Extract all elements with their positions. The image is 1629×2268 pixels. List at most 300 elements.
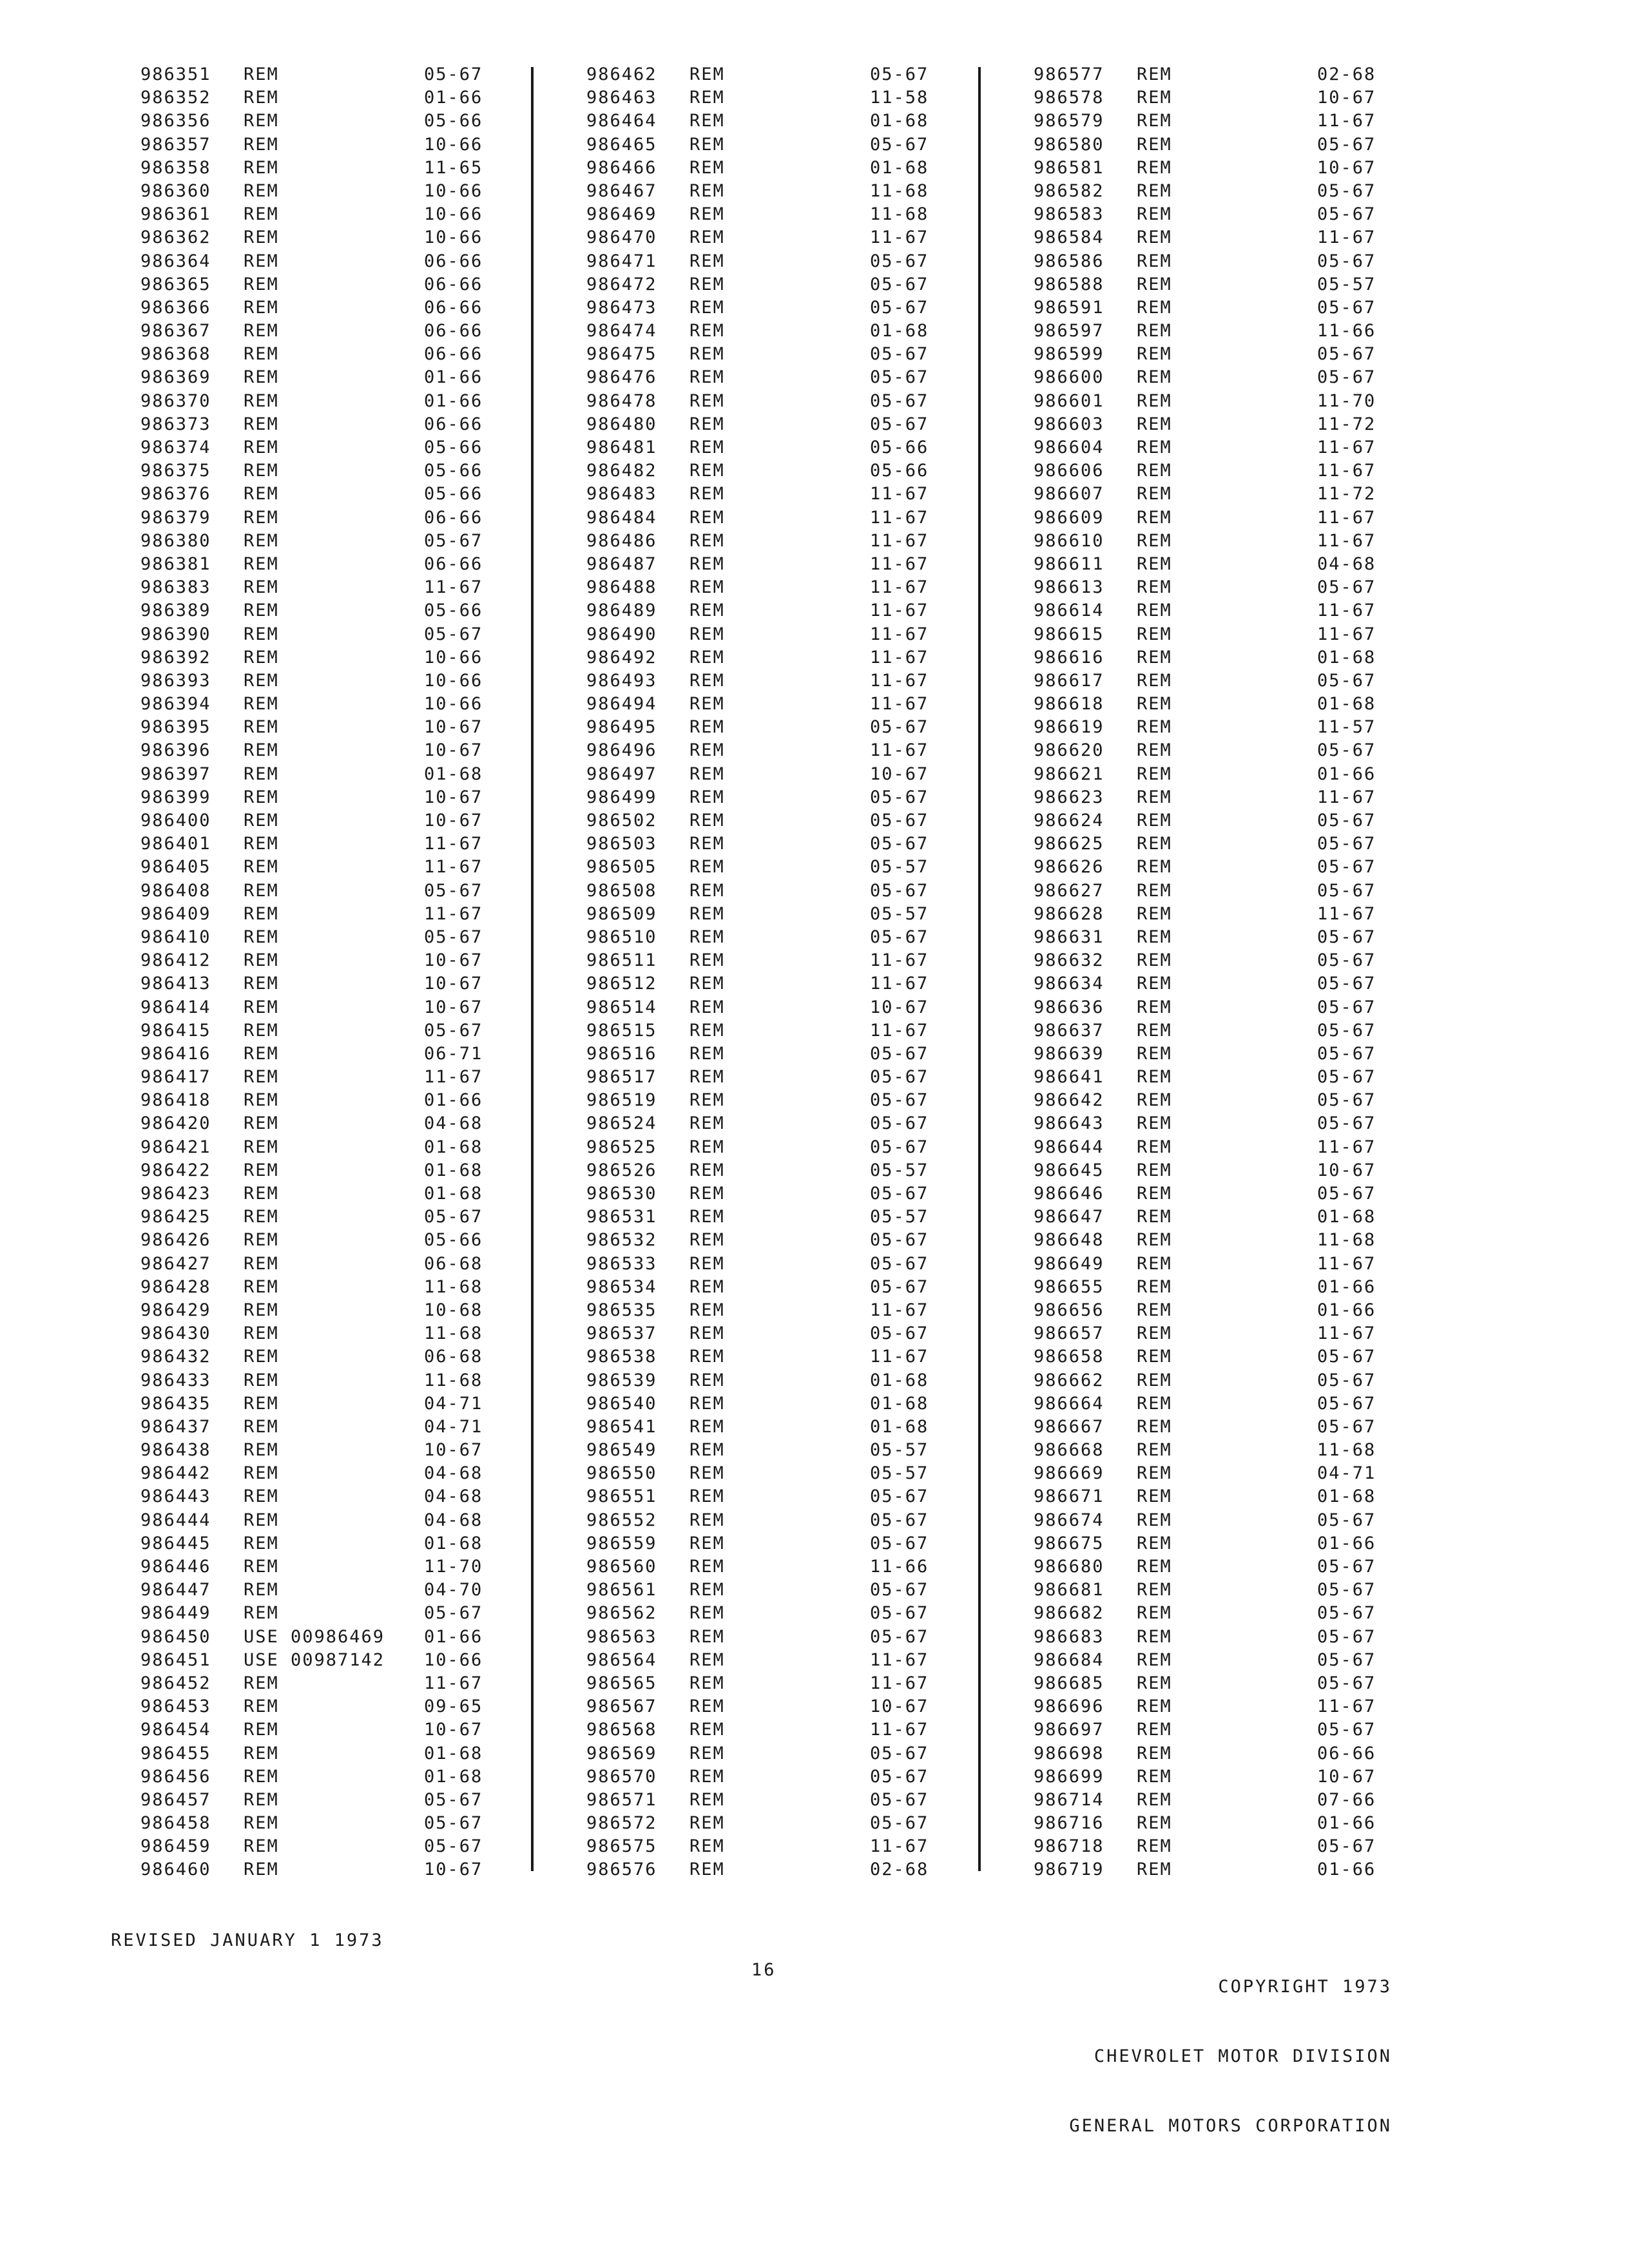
revision-date: 11-68 [1317, 1440, 1376, 1461]
table-row [586, 1718, 986, 1742]
status-code: REM [244, 1860, 279, 1880]
table-row [1034, 1765, 1433, 1789]
table-row [140, 903, 540, 926]
part-number: 986450 [140, 1626, 211, 1647]
part-number: 986381 [140, 553, 211, 574]
status-code: REM [689, 1416, 725, 1437]
part-number: 986524 [586, 1113, 657, 1134]
revision-date: 06-66 [424, 344, 483, 365]
table-row [140, 436, 540, 459]
revision-date: 11-67 [870, 1673, 929, 1693]
table-row [586, 599, 986, 622]
status-code: REM [689, 134, 725, 155]
status-code: REM [244, 670, 279, 691]
part-number: 986578 [1034, 88, 1104, 108]
table-row [586, 1462, 986, 1485]
revision-date: 11-65 [424, 157, 483, 178]
table-row [140, 1718, 540, 1742]
table-row [586, 1322, 986, 1345]
revision-date: 05-67 [1317, 740, 1376, 761]
part-number: 986579 [1034, 111, 1104, 131]
part-number: 986714 [1034, 1789, 1104, 1810]
revision-date: 11-57 [1317, 717, 1376, 738]
status-code: REM [689, 204, 725, 225]
part-number: 986395 [140, 717, 211, 738]
status-code: REM [689, 974, 725, 994]
part-number: 986515 [586, 1020, 657, 1041]
part-number: 986675 [1034, 1533, 1104, 1553]
part-number: 986571 [586, 1789, 657, 1810]
table-row [140, 1626, 540, 1649]
table-row [1034, 1718, 1433, 1742]
status-code: REM [1137, 1766, 1172, 1787]
revision-date: 11-68 [870, 180, 929, 201]
table-row [1034, 1789, 1433, 1812]
status-code: REM [1137, 624, 1172, 644]
revision-date: 11-67 [1317, 461, 1376, 481]
part-number: 986352 [140, 88, 211, 108]
status-code: REM [1137, 1370, 1172, 1390]
table-row [1034, 693, 1433, 716]
table-row [140, 390, 540, 413]
status-code: REM [244, 507, 279, 528]
table-row [1034, 366, 1433, 389]
part-number: 986664 [1034, 1393, 1104, 1414]
part-number: 986584 [1034, 227, 1104, 248]
table-row [1034, 1835, 1433, 1858]
revision-date: 11-67 [424, 903, 483, 924]
part-number: 986458 [140, 1813, 211, 1834]
revision-date: 11-67 [870, 484, 929, 505]
part-number: 986390 [140, 624, 211, 644]
revision-date: 11-67 [870, 227, 929, 248]
part-number: 986484 [586, 507, 657, 528]
revision-date: 05-67 [870, 787, 929, 807]
status-code: REM [689, 1720, 725, 1740]
part-number: 986356 [140, 111, 211, 131]
status-code: REM [689, 1253, 725, 1274]
part-number: 986465 [586, 134, 657, 155]
part-number: 986567 [586, 1696, 657, 1717]
part-number: 986383 [140, 577, 211, 598]
status-code: REM [244, 1113, 279, 1134]
status-code: REM [689, 834, 725, 854]
status-code: REM [689, 1510, 725, 1530]
table-row [1034, 972, 1433, 995]
status-code: REM [1137, 1043, 1172, 1064]
part-number: 986425 [140, 1207, 211, 1227]
status-code: REM [1137, 1347, 1172, 1367]
table-row [586, 576, 986, 599]
status-code: REM [689, 437, 725, 457]
table-row [586, 1602, 986, 1625]
revision-date: 05-67 [870, 717, 929, 738]
revision-date: 04-68 [424, 1510, 483, 1530]
revision-date: 05-67 [424, 880, 483, 901]
part-number: 986618 [1034, 694, 1104, 715]
status-code: REM [689, 997, 725, 1017]
revision-date: 05-67 [1317, 670, 1376, 691]
revision-date: 06-66 [424, 553, 483, 574]
status-code: REM [1137, 1276, 1172, 1297]
revision-date: 01-68 [870, 111, 929, 131]
copyright-line: CHEVROLET MOTOR DIVISION [1094, 2046, 1392, 2066]
table-row [586, 926, 986, 949]
status-code: REM [689, 950, 725, 971]
revision-date: 10-67 [1317, 157, 1376, 178]
revision-date: 05-67 [870, 1510, 929, 1530]
part-number: 986471 [586, 251, 657, 271]
revision-date: 05-67 [870, 1789, 929, 1810]
part-number: 986496 [586, 740, 657, 761]
status-code: REM [1137, 927, 1172, 947]
part-number: 986392 [140, 647, 211, 668]
table-row [140, 809, 540, 832]
status-code: REM [1137, 180, 1172, 201]
table-row [1034, 669, 1433, 693]
status-code: REM [1137, 1300, 1172, 1320]
revision-date: 01-68 [1317, 694, 1376, 715]
revision-date: 05-67 [1317, 1673, 1376, 1693]
part-number: 986410 [140, 927, 211, 947]
status-code: REM [1137, 1253, 1172, 1274]
table-row [586, 1485, 986, 1508]
table-row [1034, 1159, 1433, 1182]
table-row [140, 180, 540, 203]
status-code: REM [1137, 1323, 1172, 1344]
revision-date: 11-67 [424, 577, 483, 598]
revision-date: 10-67 [1317, 88, 1376, 108]
table-row [140, 669, 540, 693]
parts-column-1 [140, 63, 540, 1882]
table-row [140, 296, 540, 320]
status-code: REM [689, 1020, 725, 1041]
status-code: REM [1137, 1393, 1172, 1414]
revision-date: 05-67 [1317, 997, 1376, 1017]
part-number: 986607 [1034, 484, 1104, 505]
part-number: 986637 [1034, 1020, 1104, 1041]
part-number: 986447 [140, 1580, 211, 1600]
status-code: REM [244, 1323, 279, 1344]
part-number: 986642 [1034, 1090, 1104, 1111]
table-row [140, 1532, 540, 1555]
parts-column-2 [586, 63, 986, 1882]
part-number: 986459 [140, 1836, 211, 1857]
table-row [140, 459, 540, 483]
part-number: 986646 [1034, 1184, 1104, 1204]
part-number: 986476 [586, 367, 657, 388]
part-number: 986560 [586, 1557, 657, 1577]
revision-date: 10-67 [424, 997, 483, 1017]
revision-date: 11-67 [870, 1720, 929, 1740]
revision-date: 05-67 [870, 1137, 929, 1157]
part-number: 986683 [1034, 1626, 1104, 1647]
revision-date: 11-67 [1317, 1253, 1376, 1274]
part-number: 986613 [1034, 577, 1104, 598]
table-row [140, 1112, 540, 1135]
part-number: 986455 [140, 1743, 211, 1763]
status-code: REM [244, 1673, 279, 1693]
table-row [140, 996, 540, 1019]
part-number: 986565 [586, 1673, 657, 1693]
revised-date: REVISED JANUARY 1 1973 [111, 1930, 384, 1950]
part-number: 986380 [140, 530, 211, 551]
part-number: 986597 [1034, 321, 1104, 341]
part-number: 986467 [586, 180, 657, 201]
table-row [586, 157, 986, 180]
status-code: REM [689, 367, 725, 388]
revision-date: 06-66 [424, 414, 483, 434]
status-code: REM [1137, 857, 1172, 878]
part-number: 986530 [586, 1184, 657, 1204]
part-number: 986577 [1034, 64, 1104, 84]
revision-date: 05-67 [870, 1533, 929, 1553]
status-code: REM [1137, 740, 1172, 761]
status-code: REM [689, 1113, 725, 1134]
table-row [1034, 926, 1433, 949]
part-number: 986357 [140, 134, 211, 155]
part-number: 986572 [586, 1813, 657, 1834]
status-code: REM [244, 974, 279, 994]
part-number: 986604 [1034, 437, 1104, 457]
revision-date: 06-66 [424, 507, 483, 528]
revision-date: 11-67 [870, 553, 929, 574]
status-code: REM [1137, 1184, 1172, 1204]
status-code: REM [689, 1533, 725, 1553]
part-number: 986552 [586, 1510, 657, 1530]
revision-date: 01-68 [424, 1184, 483, 1204]
table-row [586, 1555, 986, 1579]
status-code: REM [1137, 1557, 1172, 1577]
status-code: REM [689, 1160, 725, 1180]
status-code: REM [244, 1300, 279, 1320]
table-row [140, 553, 540, 576]
status-code: REM [689, 1067, 725, 1088]
part-number: 986487 [586, 553, 657, 574]
part-number: 986636 [1034, 997, 1104, 1017]
table-row [1034, 1532, 1433, 1555]
table-row [140, 1555, 540, 1579]
revision-date: 11-67 [424, 857, 483, 878]
revision-date: 05-67 [424, 624, 483, 644]
status-code: REM [689, 1463, 725, 1484]
status-code: REM [1137, 1137, 1172, 1157]
revision-date: 05-67 [1317, 577, 1376, 598]
table-row [586, 133, 986, 157]
part-number: 986657 [1034, 1323, 1104, 1344]
table-row [1034, 86, 1433, 110]
table-row [1034, 1485, 1433, 1508]
revision-date: 11-58 [870, 88, 929, 108]
status-code: REM [1137, 787, 1172, 807]
table-row [586, 903, 986, 926]
status-code: REM [689, 1743, 725, 1763]
status-code: REM [1137, 1533, 1172, 1553]
revision-date: 05-67 [870, 1067, 929, 1088]
status-code: REM [244, 1160, 279, 1180]
table-row [586, 1649, 986, 1672]
status-code: REM [689, 880, 725, 901]
part-number: 986451 [140, 1649, 211, 1670]
revision-date: 05-57 [870, 1440, 929, 1461]
status-code: REM [244, 880, 279, 901]
status-code: REM [689, 811, 725, 831]
revision-date: 05-67 [424, 927, 483, 947]
table-row [140, 739, 540, 762]
table-row [586, 669, 986, 693]
revision-date: 11-72 [1317, 484, 1376, 505]
part-number: 986667 [1034, 1416, 1104, 1437]
revision-date: 05-67 [870, 1323, 929, 1344]
part-number: 986516 [586, 1043, 657, 1064]
revision-date: 10-68 [424, 1300, 483, 1320]
table-row [140, 1812, 540, 1835]
status-code: REM [244, 111, 279, 131]
revision-date: 05-67 [870, 414, 929, 434]
status-code: REM [244, 1184, 279, 1204]
revision-date: 10-67 [424, 740, 483, 761]
status-code: REM [689, 927, 725, 947]
table-row [140, 133, 540, 157]
part-number: 986429 [140, 1300, 211, 1320]
revision-date: 05-67 [424, 530, 483, 551]
part-number: 986639 [1034, 1043, 1104, 1064]
table-row [586, 483, 986, 506]
part-number: 986368 [140, 344, 211, 365]
part-number: 986655 [1034, 1276, 1104, 1297]
status-code: REM [689, 647, 725, 668]
part-number: 986610 [1034, 530, 1104, 551]
status-code: REM [244, 1580, 279, 1600]
revision-date: 11-66 [870, 1557, 929, 1577]
table-row [140, 716, 540, 739]
part-number: 986539 [586, 1370, 657, 1390]
revision-date: 06-66 [424, 297, 483, 318]
status-code: REM [689, 1673, 725, 1693]
part-number: 986680 [1034, 1557, 1104, 1577]
part-number: 986427 [140, 1253, 211, 1274]
status-code: REM [689, 1043, 725, 1064]
table-row [586, 1369, 986, 1392]
table-row [586, 553, 986, 576]
status-code: REM [244, 1276, 279, 1297]
revision-date: 01-68 [870, 1416, 929, 1437]
part-number: 986601 [1034, 390, 1104, 411]
table-row [140, 1602, 540, 1625]
part-number: 986569 [586, 1743, 657, 1763]
status-code: REM [1137, 414, 1172, 434]
revision-date: 06-68 [424, 1253, 483, 1274]
revision-date: 01-68 [1317, 647, 1376, 668]
status-code: REM [1137, 251, 1172, 271]
status-code: REM [689, 530, 725, 551]
part-number: 986684 [1034, 1649, 1104, 1670]
revision-date: 01-66 [1317, 764, 1376, 784]
revision-date: 05-67 [1317, 811, 1376, 831]
part-number: 986478 [586, 390, 657, 411]
status-code: REM [244, 624, 279, 644]
table-row [586, 1812, 986, 1835]
table-row [1034, 1345, 1433, 1369]
table-row [586, 763, 986, 786]
status-code: REM [244, 1137, 279, 1157]
revision-date: 10-67 [424, 1440, 483, 1461]
revision-date: 05-67 [1317, 1510, 1376, 1530]
part-number: 986464 [586, 111, 657, 131]
part-number: 986716 [1034, 1813, 1104, 1834]
part-number: 986645 [1034, 1160, 1104, 1180]
revision-date: 05-67 [870, 1230, 929, 1251]
status-code: REM [1137, 1580, 1172, 1600]
table-row [140, 926, 540, 949]
table-row [1034, 506, 1433, 530]
table-row [140, 1509, 540, 1532]
part-number: 986621 [1034, 764, 1104, 784]
status-code: REM [689, 1860, 725, 1880]
table-row [1034, 856, 1433, 879]
status-code: REM [689, 180, 725, 201]
revision-date: 05-67 [424, 1789, 483, 1810]
table-row [1034, 1322, 1433, 1345]
table-row [140, 1089, 540, 1112]
status-code: REM [244, 367, 279, 388]
revision-date: 11-67 [870, 974, 929, 994]
table-row [140, 203, 540, 226]
table-row [140, 1695, 540, 1718]
revision-date: 05-67 [1317, 1649, 1376, 1670]
table-row [1034, 1206, 1433, 1229]
revision-date: 05-67 [1317, 367, 1376, 388]
part-number: 986600 [1034, 367, 1104, 388]
part-number: 986457 [140, 1789, 211, 1810]
part-number: 986472 [586, 274, 657, 294]
revision-date: 01-68 [424, 1137, 483, 1157]
table-row [140, 1345, 540, 1369]
part-number: 986480 [586, 414, 657, 434]
status-code: REM [689, 1836, 725, 1857]
revision-date: 11-67 [1317, 1696, 1376, 1717]
part-number: 986559 [586, 1533, 657, 1553]
part-number: 986389 [140, 601, 211, 621]
revision-date: 01-66 [424, 367, 483, 388]
revision-date: 11-67 [870, 1649, 929, 1670]
part-number: 986624 [1034, 811, 1104, 831]
part-number: 986568 [586, 1720, 657, 1740]
part-number: 986408 [140, 880, 211, 901]
status-code: REM [1137, 390, 1172, 411]
revision-date: 01-68 [424, 1160, 483, 1180]
revision-date: 01-68 [870, 321, 929, 341]
table-row [1034, 949, 1433, 972]
revision-date: 05-67 [1317, 1626, 1376, 1647]
revision-date: 04-71 [1317, 1463, 1376, 1484]
status-code: REM [244, 1416, 279, 1437]
table-row [140, 366, 540, 389]
status-code: REM [689, 111, 725, 131]
part-number: 986626 [1034, 857, 1104, 878]
table-row [586, 1835, 986, 1858]
part-number: 986519 [586, 1090, 657, 1111]
part-number: 986682 [1034, 1603, 1104, 1624]
revision-date: 05-67 [870, 1486, 929, 1507]
table-row [586, 856, 986, 879]
table-row [1034, 1439, 1433, 1462]
part-number: 986599 [1034, 344, 1104, 365]
part-number: 986488 [586, 577, 657, 598]
part-number: 986517 [586, 1067, 657, 1088]
part-number: 986421 [140, 1137, 211, 1157]
part-number: 986367 [140, 321, 211, 341]
